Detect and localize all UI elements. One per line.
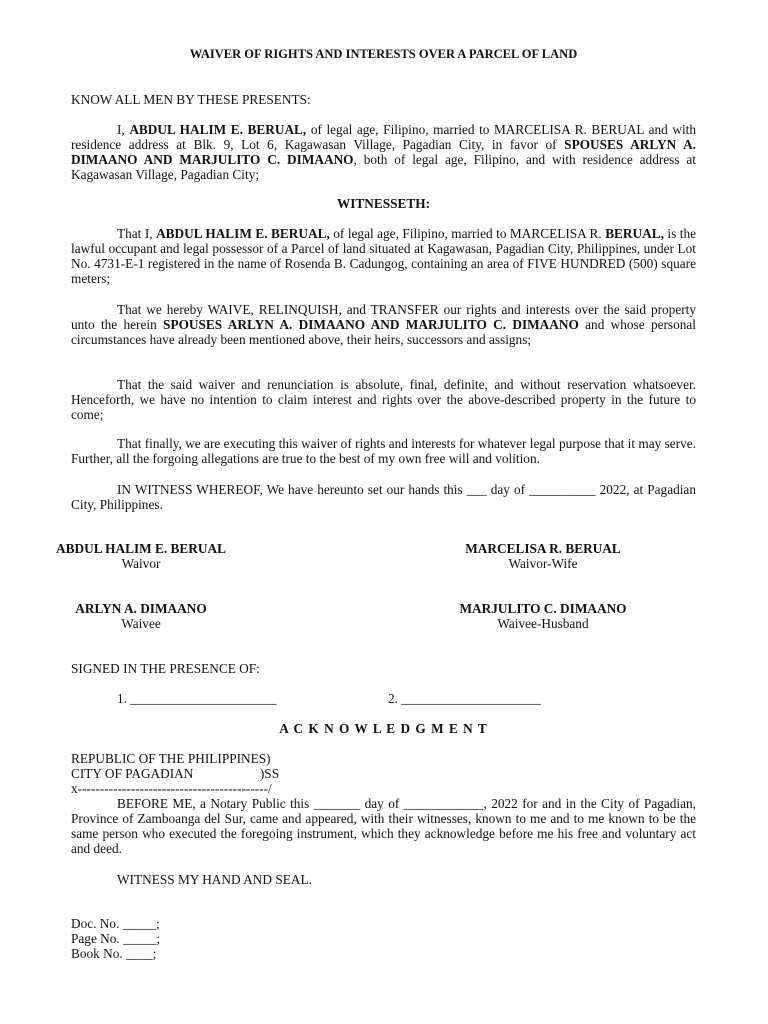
- signatory-waivee: [11, 601, 271, 631]
- paragraph-parties: I, ABDUL HALIM E. BERUAL, of legal age, Filipino, married to MARCELISA R. BERUAL and with residence address at Blk. 9, Lot 6, Kagawasan Village, Pagadian City, in favor of SPOUSES ARLYN A. DIMAANO AND MARJULITO C. DIMAANO, both of legal age, Filipino, and with residence address at Kagawasan Village, Pagadian City;: [71, 122, 697, 182]
- document-title: WAIVER OF RIGHTS AND INTERESTS OVER A PARCEL OF LAND: [189, 47, 578, 61]
- witness-hand-seal: WITNESS MY HAND AND SEAL.: [117, 872, 312, 887]
- signatory-role: Waivor: [121, 556, 161, 571]
- venue-separator: x-------------------------------------------/: [71, 781, 272, 796]
- witness-line-2: 2. _____________________: [388, 691, 541, 706]
- signatory-waivor-wife: [413, 541, 673, 571]
- witness-line-1: 1. ______________________: [117, 691, 277, 706]
- signatory-name: MARCELISA R. BERUAL: [465, 541, 621, 556]
- signatory-role: Waivee-Husband: [497, 616, 589, 631]
- acknowledgment-heading: A C K N O W L E D G M E N T: [279, 721, 488, 736]
- witnesseth-heading: WITNESSETH:: [336, 196, 431, 211]
- signatory-waivor: [11, 541, 271, 571]
- signatory-role: Waivor-Wife: [508, 556, 578, 571]
- venue-city: CITY OF PAGADIAN )SS: [71, 766, 280, 781]
- paragraph-purpose: That finally, we are executing this waiver of rights and interests for whatever legal purpose that it may serve. Further, all the forgoing allegations are true to the best of my own free will and volition.: [71, 436, 696, 466]
- signed-presence-heading: SIGNED IN THE PRESENCE OF:: [71, 661, 260, 676]
- signatory-name: MARJULITO C. DIMAANO: [459, 601, 627, 616]
- signatory-name: ABDUL HALIM E. BERUAL: [56, 541, 226, 556]
- paragraph-in-witness: IN WITNESS WHEREOF, We have hereunto set our hands this ___ day of __________ 2022, at Pagadian City, Philippines.: [71, 482, 696, 512]
- paragraph-renunciation: That the said waiver and renunciation is absolute, final, definite, and without reservation whatsoever. Henceforth, we have no intention to claim interest and rights over the above-described property in the future to come;: [71, 377, 696, 422]
- signatory-waivee-husband: [413, 601, 673, 631]
- paragraph-possession: That I, ABDUL HALIM E. BERUAL, of legal age, Filipino, married to MARCELISA R. BERUAL, is the lawful occupant and legal possessor of a Parcel of land situated at Kagawasan, Pagadian City, Philippines, under Lot No. 4731-E-1 registered in the name of Rosenda B. Cadungog, containing an area of FIVE HUNDRED (500) square meters;: [71, 226, 696, 286]
- venue-republic: REPUBLIC OF THE PHILIPPINES): [71, 751, 271, 766]
- signatory-name: ARLYN A. DIMAANO: [75, 601, 207, 616]
- paragraph-waiver: That we hereby WAIVE, RELINQUISH, and TRANSFER our rights and interests over the said property unto the herein SPOUSES ARLYN A. DIMAANO AND MARJULITO C. DIMAANO and whose personal circumstances have already been mentioned above, their heirs, successors and assigns;: [71, 302, 696, 347]
- book-number: Book No. ____;: [71, 946, 157, 961]
- doc-number: Doc. No. _____;: [71, 916, 160, 931]
- page-number: Page No. _____;: [71, 931, 161, 946]
- paragraph-notary: BEFORE ME, a Notary Public this _______ day of ____________, 2022 for and in the City of Pagadian, Province of Zamboanga del Sur, came and appeared, with their witnesses, known to me and to me known to be the same person who executed the foregoing instrument, which they acknowledge before me his free and voluntary act and deed.: [71, 796, 696, 856]
- signatory-role: Waivee: [121, 616, 161, 631]
- know-all-men-heading: KNOW ALL MEN BY THESE PRESENTS:: [71, 92, 311, 107]
